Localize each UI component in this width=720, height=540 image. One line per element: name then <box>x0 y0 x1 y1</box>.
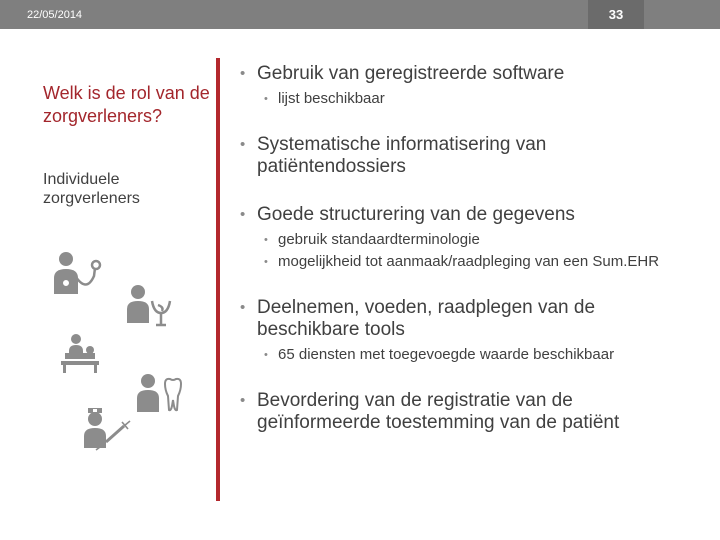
bullet-icon: • <box>240 136 246 153</box>
sub-bullet-item <box>240 91 690 107</box>
pharmacist-icon <box>125 283 175 327</box>
sub-bullet-item <box>240 232 690 248</box>
bullet-text: Bevordering van de registratie van de geïnformeerde toestemming van de patiënt <box>257 390 620 433</box>
bullet-icon: • <box>264 256 268 268</box>
bullet-icon: • <box>240 65 246 82</box>
bullet-icon: • <box>264 349 268 361</box>
bullet-text: Deelnemen, voeden, raadplegen van de beschikbare tools <box>257 297 596 340</box>
sub-bullet-text: lijst beschikbaar <box>278 90 385 107</box>
bullet-item <box>240 297 690 341</box>
sub-bullet-item <box>240 347 690 363</box>
header-bar <box>0 0 720 29</box>
bullet-item <box>240 204 690 226</box>
slide-title: Welk is de rol van de zorgverleners? <box>43 83 210 126</box>
bullet-icon: • <box>240 299 246 316</box>
doctor-stethoscope-icon <box>52 250 104 298</box>
bullet-item <box>240 134 690 178</box>
slide-date: 22/05/2014 <box>27 9 83 21</box>
bullet-icon: • <box>264 93 268 105</box>
bullet-icon: • <box>240 206 246 223</box>
bullet-list <box>240 63 690 434</box>
sub-bullet-text: gebruik standaardterminologie <box>278 231 480 248</box>
page-number: 33 <box>588 0 644 29</box>
nurse-syringe-icon <box>82 404 132 452</box>
bullet-item <box>240 390 690 434</box>
vertical-divider <box>216 58 220 501</box>
sub-bullet-text: 65 diensten met toegevoegde waarde beschikbaar <box>278 346 615 363</box>
bullet-text: Gebruik van geregistreerde software <box>257 63 565 84</box>
slide-subtitle: Individuele zorgverleners <box>43 171 140 207</box>
physiotherapist-icon <box>57 333 103 373</box>
sub-bullet-text: mogelijkheid tot aanmaak/raadpleging van een Sum.EHR <box>278 253 660 270</box>
dentist-icon <box>135 372 183 414</box>
bullet-text: Goede structurering van de gegevens <box>257 204 575 225</box>
bullet-item <box>240 63 690 85</box>
sub-bullet-item <box>240 254 690 270</box>
bullet-icon: • <box>264 234 268 246</box>
bullet-text: Systematische informatisering van patiëntendossiers <box>257 134 547 177</box>
bullet-icon: • <box>240 392 246 409</box>
